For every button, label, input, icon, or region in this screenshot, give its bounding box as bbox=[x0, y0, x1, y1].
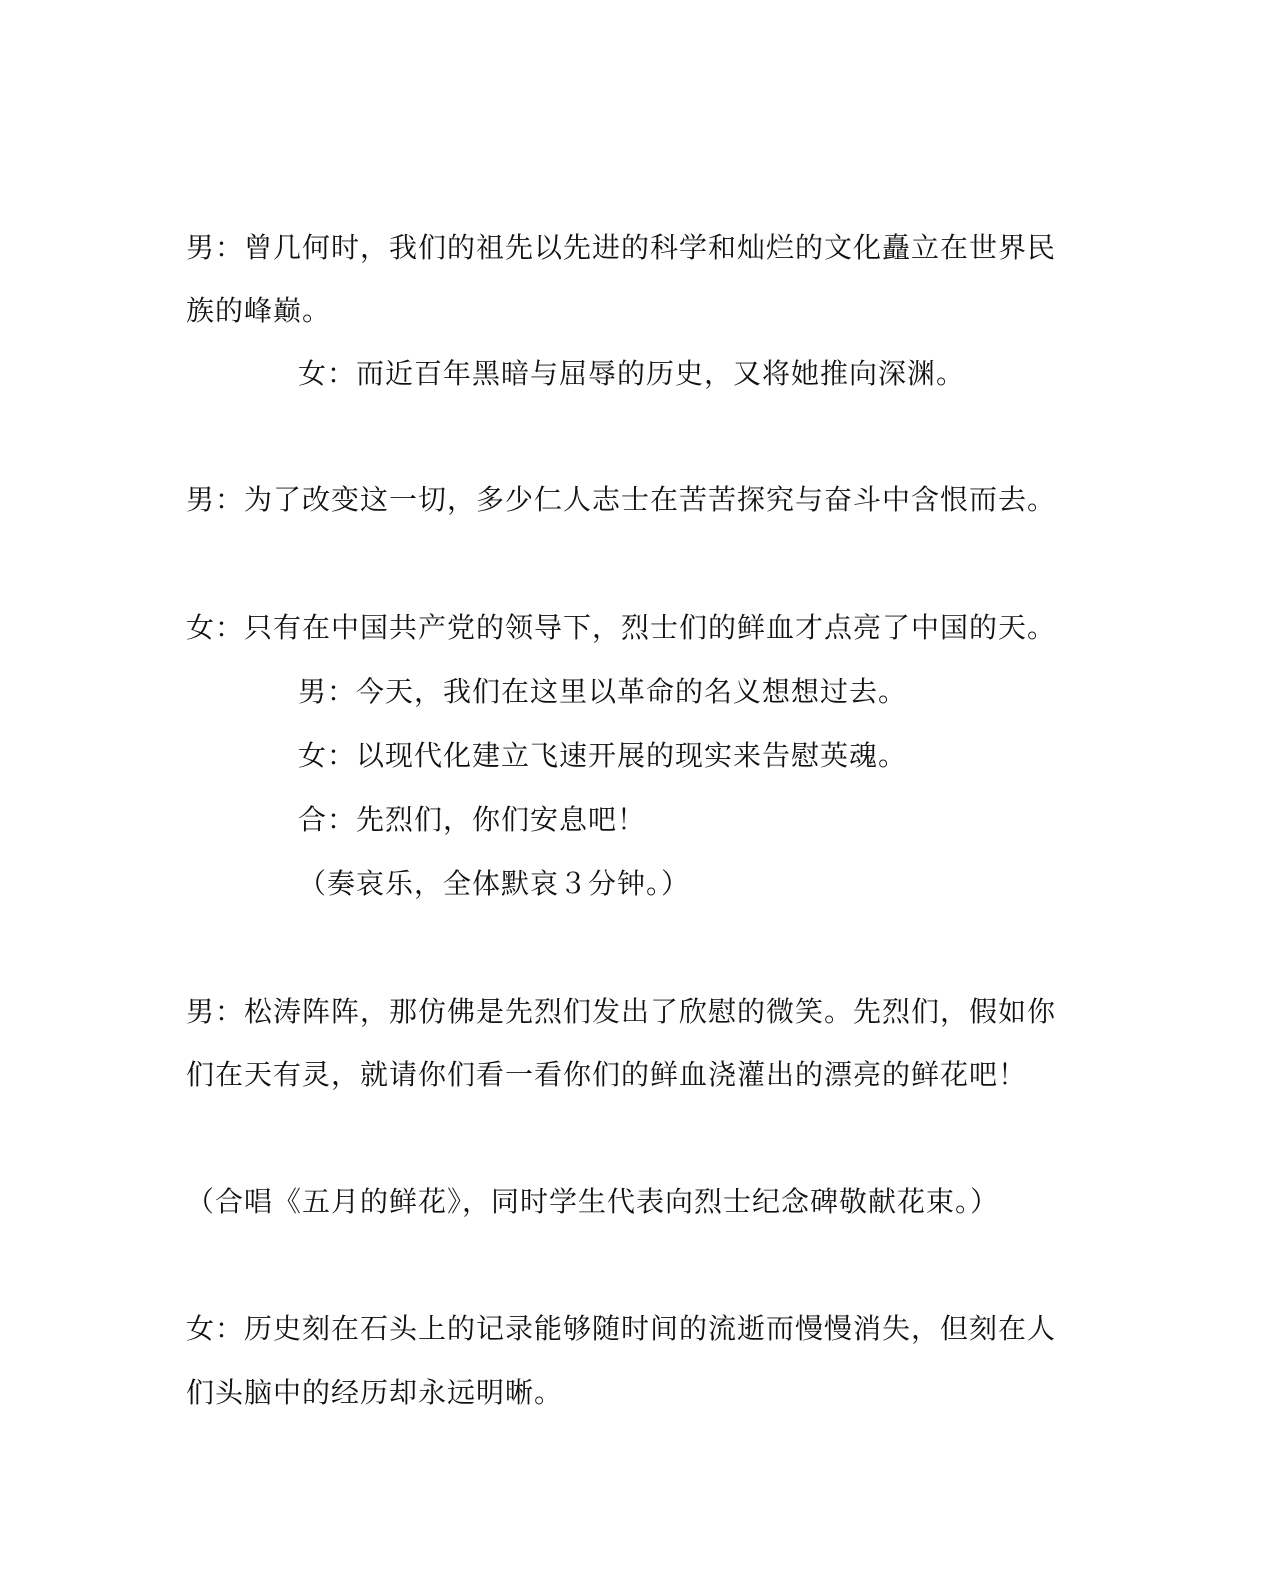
paragraph-line: 女：以现代化建立飞速开展的现实来告慰英魂。 bbox=[298, 739, 908, 772]
stage-direction: （奏哀乐，全体默哀３分钟。） bbox=[298, 867, 691, 900]
paragraph-line: 男：松涛阵阵，那仿佛是先烈们发出了欣慰的微笑。先烈们，假如你 bbox=[186, 995, 1057, 1028]
paragraph-line: 男：今天，我们在这里以革命的名义想想过去。 bbox=[298, 675, 908, 708]
paragraph-line: 女：只有在中国共产党的领导下，烈士们的鲜血才点亮了中国的天。 bbox=[186, 611, 1057, 644]
paragraph-line: 男：为了改变这一切，多少仁人志士在苦苦探究与奋斗中含恨而去。 bbox=[186, 483, 1057, 516]
paragraph-line: 们头脑中的经历却永远明晰。 bbox=[186, 1376, 564, 1409]
paragraph-line: 族的峰巅。 bbox=[186, 294, 332, 327]
stage-direction: （合唱《五月的鲜花》，同时学生代表向烈士纪念碑敬献花束。） bbox=[186, 1185, 1000, 1218]
paragraph-line: 女：而近百年黑暗与屈辱的历史，又将她推向深渊。 bbox=[298, 357, 966, 390]
paragraph-line: 合：先烈们，你们安息吧！ bbox=[298, 803, 647, 836]
paragraph-line: 们在天有灵，就请你们看一看你们的鲜血浇灌出的漂亮的鲜花吧！ bbox=[186, 1058, 1028, 1091]
paragraph-line: 女：历史刻在石头上的记录能够随时间的流逝而慢慢消失，但刻在人 bbox=[186, 1312, 1057, 1345]
paragraph-line: 男：曾几何时，我们的祖先以先进的科学和灿烂的文化矗立在世界民 bbox=[186, 231, 1057, 264]
